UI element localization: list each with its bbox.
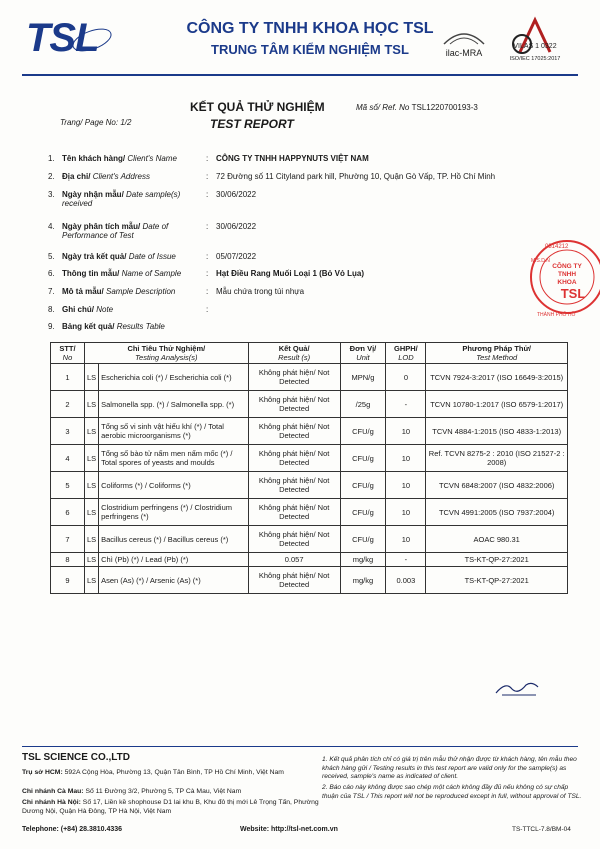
vilas-text: VILAS 1 0322 bbox=[513, 43, 557, 50]
footer-hn-address: Chi nhánh Hà Nội: Số 17, Liền kề shophouse D1 lai khu B, Khu đô thị mới Lê Trọng Tấn, Phường Dương Nội, Quận Hà Đông, TP Hà Nội, Việt Nam bbox=[22, 799, 319, 815]
company-name: CÔNG TY TNHH KHOA HỌC TSL bbox=[186, 20, 434, 37]
info-sample-name: 6. Thông tin mẫu/ Name of Sample bbox=[48, 269, 182, 278]
ref-number: Mã số/ Ref. No TSL1220700193-3 bbox=[356, 103, 478, 112]
header-param: Chỉ Tiêu Thử Nghiệm/ Testing Analysis(s) bbox=[84, 343, 248, 364]
footer-cm-address: Chi nhánh Cà Mau: Số 11 Đường 3/2, Phường 5, TP Cà Mau, Việt Nam bbox=[22, 788, 242, 795]
iso-text: ISO/IEC 17025:2017 bbox=[509, 56, 561, 62]
date-received-value: 30/06/2022 bbox=[216, 190, 257, 199]
info-client-address: 2. Địa chỉ/ Client's Address bbox=[48, 172, 150, 181]
page-number: Trang/ Page No: 1/2 bbox=[60, 118, 132, 127]
footer-note-1: 1. Kết quả phân tích chỉ có giá trị trên mẫu thử nhận được từ khách hàng, tên mẫu theo khách hàng gửi / Testing results in this test report are valid only for the sample(s) as received, sample's name as indicated of client. bbox=[322, 756, 577, 780]
table-row: 5 LS Coliforms (*) / Coliforms (*) Không phát hiện/ Not Detected CFU/g 10 TCVN 6848:2007 (ISO 4832:2006) bbox=[51, 472, 568, 499]
table-row: 6 LS Clostridium perfringens (*) / Clostridium perfringens (*) Không phát hiện/ Not Detected CFU/g 10 TCVN 4991:2005 (ISO 7937:2004) bbox=[51, 499, 568, 526]
svg-text:0314212: 0314212 bbox=[545, 244, 569, 250]
vilas-logo bbox=[500, 14, 570, 66]
footer-note-2: 2. Báo cáo này không được sao chép một cách không đầy đủ nếu không có sự chấp thuận của TSL / This report will not be reproduced except in full, without approval of TSL. bbox=[322, 784, 582, 800]
info-date-received: 3. Ngày nhận mẫu/ Date sample(s) received bbox=[48, 190, 181, 208]
footer-divider bbox=[22, 746, 578, 747]
tsl-logo: TSL bbox=[26, 16, 99, 60]
info-client-name: 1. Tên khách hàng/ Client's Name bbox=[48, 154, 177, 163]
svg-text:KHOA: KHOA bbox=[557, 279, 577, 286]
date-performed-value: 30/06/2022 bbox=[216, 222, 257, 231]
sample-description-value: Mẫu chứa trong túi nhựa bbox=[216, 287, 305, 296]
svg-text:M.S.D.N: M.S.D.N bbox=[531, 258, 550, 264]
table-row: 1 LS Escherichia coli (*) / Escherichia coli (*) Không phát hiện/ Not Detected MPN/g 0 TCVN 7924-3:2017 (ISO 16649-3:2015) bbox=[51, 364, 568, 391]
footer-form-code: TS-TTCL-7.8/BM-04 bbox=[512, 826, 571, 833]
results-table bbox=[50, 342, 568, 594]
ilac-mra-logo bbox=[438, 22, 490, 62]
company-stamp bbox=[527, 232, 600, 322]
info-results-table: 9. Bảng kết quả/ Results Table bbox=[48, 322, 165, 331]
header-unit: Đơn Vị/ Unit bbox=[340, 343, 386, 364]
date-issue-value: 05/07/2022 bbox=[216, 252, 257, 261]
footer-website[interactable]: Website: http://tsl-net.com.vn bbox=[240, 826, 338, 833]
footer-hq-address: Trụ sở HCM: 592A Cộng Hòa, Phường 13, Quận Tân Bình, TP Hồ Chí Minh, Việt Nam bbox=[22, 769, 284, 776]
table-row: 2 LS Salmonella spp. (*) / Salmonella spp. (*) Không phát hiện/ Not Detected /25g - TCVN 10780-1:2017 (ISO 6579-1:2017) bbox=[51, 391, 568, 418]
table-row: 7 LS Bacillus cereus (*) / Bacillus cereus (*) Không phát hiện/ Not Detected CFU/g 10 AOAC 980.31 bbox=[51, 526, 568, 553]
header-result: Kết Quả/ Result (s) bbox=[248, 343, 340, 364]
report-title-en: TEST REPORT bbox=[210, 117, 294, 131]
header-divider bbox=[22, 74, 578, 76]
table-header-row bbox=[51, 343, 568, 364]
svg-text:CÔNG TY: CÔNG TY bbox=[552, 263, 582, 270]
table-row: 4 LS Tổng số bào tử nấm men nấm mốc (*) / Total spores of yeasts and moulds Không phát hiện/ Not Detected CFU/g 10 Ref. TCVN 8275-2 : 2010 (ISO 21527-2 : 2008) bbox=[51, 445, 568, 472]
footer-company: TSL SCIENCE CO.,LTD bbox=[22, 752, 130, 763]
client-name-value: CÔNG TY TNHH HAPPYNUTS VIỆT NAM bbox=[216, 154, 369, 163]
client-address-value: 72 Đường số 11 Cityland park hill, Phường 10, Quận Gò Vấp, TP. Hồ Chí Minh bbox=[216, 172, 496, 181]
svg-text:THÀNH PHỐ HỒ: THÀNH PHỐ HỒ bbox=[537, 312, 576, 318]
header-method: Phương Pháp Thử/ Test Method bbox=[426, 343, 568, 364]
signature-mark bbox=[492, 675, 542, 699]
info-date-performed: 4. Ngày phân tích mẫu/ Date of Performance of Test bbox=[48, 222, 169, 240]
table-row: 9 LS Asen (As) (*) / Arsenic (As) (*) Không phát hiện/ Not Detected mg/kg 0.003 TS-KT-QP-27:2021 bbox=[51, 567, 568, 594]
center-name: TRUNG TÂM KIỂM NGHIỆM TSL bbox=[211, 42, 409, 57]
info-note: 8. Ghi chú/ Note bbox=[48, 305, 114, 314]
sample-name-value: Hạt Điều Rang Muối Loại 1 (Bỏ Vỏ Lụa) bbox=[216, 269, 364, 278]
info-date-issue: 5. Ngày trả kết quả/ Date of Issue bbox=[48, 252, 176, 261]
table-row: 8 LS Chì (Pb) (*) / Lead (Pb) (*) 0.057 mg/kg - TS-KT-QP-27:2021 bbox=[51, 553, 568, 567]
footer-telephone: Telephone: (+84) 28.3810.4336 bbox=[22, 826, 123, 833]
table-row: 3 LS Tổng số vi sinh vật hiếu khí (*) / Total aerobic microorganisms (*) Không phát hiện/ Not Detected CFU/g 10 TCVN 4884-1:2015 (ISO 4833-1:2013) bbox=[51, 418, 568, 445]
logo-orbit-icon bbox=[70, 18, 114, 62]
ilac-text: ilac-MRA bbox=[445, 48, 483, 58]
svg-text:TNHH: TNHH bbox=[557, 271, 577, 278]
svg-text:TSL: TSL bbox=[560, 286, 586, 301]
header-no: STT/ No bbox=[51, 343, 85, 364]
header-lod: GHPH/ LOD bbox=[386, 343, 426, 364]
info-sample-description: 7. Mô tả mẫu/ Sample Description bbox=[48, 287, 176, 296]
report-title-vi: KẾT QUẢ THỬ NGHIỆM bbox=[190, 100, 325, 114]
